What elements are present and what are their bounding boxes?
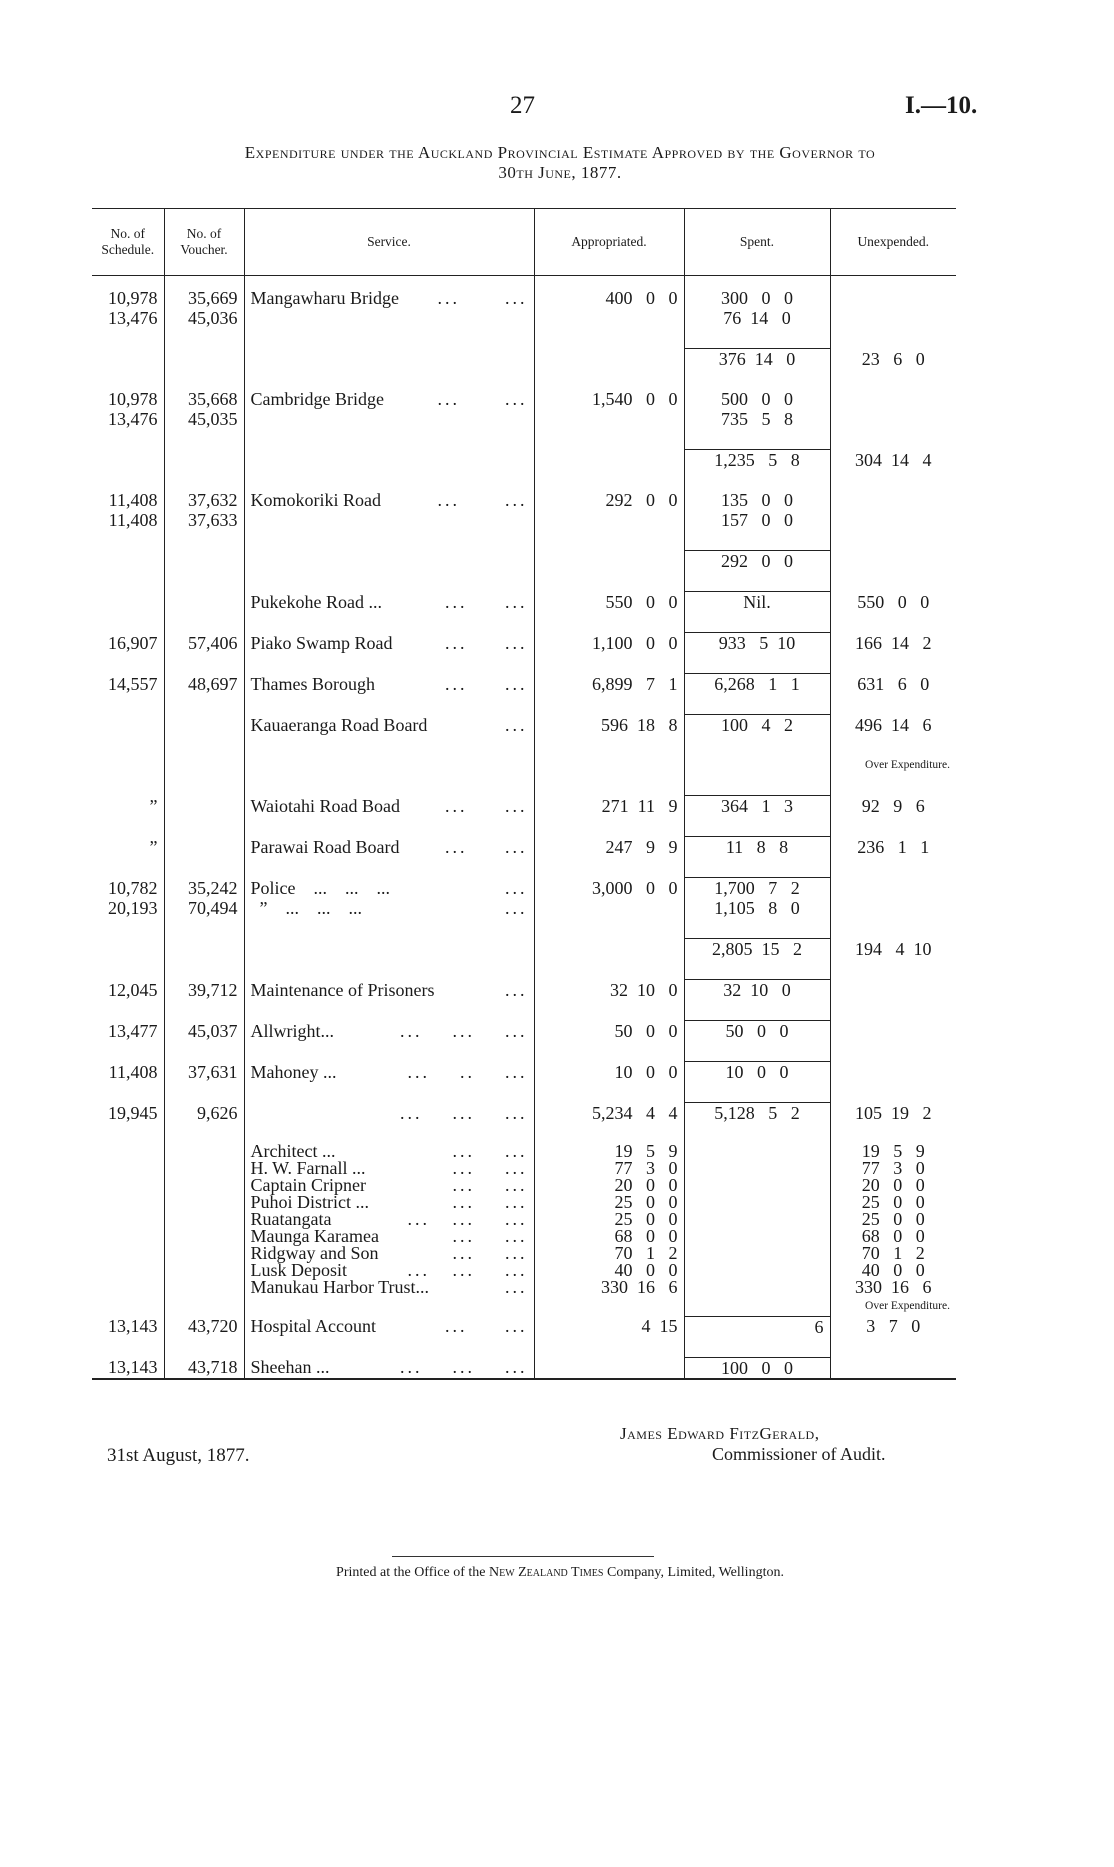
unexpended-amount: 166 14 2 <box>830 633 956 654</box>
schedule-number <box>92 1160 164 1177</box>
schedule-number <box>92 551 164 572</box>
spent-amount: 376 14 0 <box>684 349 830 370</box>
schedule-number: 11,408 <box>108 1061 158 1082</box>
table-row <box>92 837 956 858</box>
unexpended-amount: 194 4 10 <box>830 939 956 960</box>
spent-amount: 500 0 0 735 5 8 <box>684 389 830 429</box>
service-cell <box>244 1279 534 1296</box>
unexpended-amount: 70 1 2 <box>830 1245 956 1262</box>
unexpended-amount: 25 0 0 <box>830 1194 956 1211</box>
table-row <box>92 1316 956 1337</box>
leader-dots: ... ... <box>445 795 528 816</box>
appropriated-amount: 25 0 0 <box>534 1194 684 1211</box>
appropriated-amount <box>534 551 684 572</box>
printer-imprint <box>60 1565 1060 1581</box>
table-row <box>92 1062 956 1083</box>
schedule-number: ” <box>149 836 158 857</box>
spent-amount: 364 1 3 <box>684 796 830 817</box>
service-label: Manukau Harbor Trust... <box>250 1277 429 1297</box>
table-title-line-1: Expenditure under the Auckland Provincial Estimate Approved by the Governor to <box>244 143 876 162</box>
unexpended-amount <box>830 878 956 919</box>
unexpended-amount: 3 7 0 <box>830 1316 956 1337</box>
schedule-number: 19,945 <box>108 1102 158 1123</box>
schedule-number <box>92 715 164 736</box>
table-row <box>92 674 956 695</box>
leader-dots: ... ... <box>437 389 528 409</box>
spent-amount: 300 0 0 76 14 0 <box>684 276 830 329</box>
leader-dots: ... ... ... <box>400 1357 528 1377</box>
leader-dots: ... ... ... <box>407 1260 528 1280</box>
note-row <box>92 1296 956 1316</box>
schedule-number <box>92 939 164 960</box>
unexpended-amount: 19 5 9 <box>830 1143 956 1160</box>
voucher-number <box>164 715 244 736</box>
unexpended-amount: 550 0 0 <box>830 592 956 613</box>
leader-dots: ... .. ... <box>407 1061 528 1082</box>
schedule-number: 12,045 <box>108 979 158 1000</box>
printer-text-pre: Printed at the Office of the <box>336 1565 489 1580</box>
voucher-number: 35,242 70,494 <box>164 878 244 919</box>
service-label: Puhoi District ... <box>250 1192 370 1212</box>
appropriated-amount: 32 10 0 <box>534 980 684 1001</box>
voucher-number <box>164 1194 244 1211</box>
over-expenditure-note: Over Expenditure. <box>830 1296 956 1316</box>
spent-amount <box>684 1177 830 1194</box>
table-body <box>92 276 956 1379</box>
service-label: Ridgway and Son <box>250 1243 379 1263</box>
unexpended-amount <box>830 980 956 1001</box>
service-label: Mahoney ... <box>250 1061 337 1082</box>
leader-dots: ... <box>505 1277 528 1297</box>
service-label: Architect ... <box>250 1141 336 1161</box>
leader-dots: ... ... <box>445 836 528 857</box>
spent-amount <box>684 1262 830 1279</box>
schedule-number: 11,408 11,408 <box>108 490 158 530</box>
spent-amount: 292 0 0 <box>684 551 830 572</box>
spent-amount <box>684 755 830 775</box>
schedule-number <box>92 1228 164 1245</box>
appropriated-amount <box>534 450 684 471</box>
appropriated-amount <box>534 349 684 370</box>
service-label: Allwright... <box>250 1020 334 1041</box>
unexpended-amount: 20 0 0 <box>830 1177 956 1194</box>
unexpended-amount <box>830 276 956 329</box>
signatory-name: James Edward FitzGerald, <box>620 1424 820 1443</box>
header-appropriated: Appropriated. <box>534 209 684 276</box>
schedule-number <box>92 755 164 775</box>
appropriated-amount: 1,540 0 0 <box>534 389 684 429</box>
appropriated-amount: 247 9 9 <box>534 837 684 858</box>
appropriated-amount: 400 0 0 <box>534 276 684 329</box>
unexpended-amount: 77 3 0 <box>830 1160 956 1177</box>
row-spacer <box>92 1041 956 1062</box>
spent-amount: 100 0 0 <box>684 1357 830 1379</box>
row-spacer <box>92 735 956 755</box>
appropriated-amount: 550 0 0 <box>534 592 684 613</box>
table-row <box>92 551 956 572</box>
leader-dots: ... ... <box>452 1175 528 1195</box>
service-cell <box>244 1103 534 1124</box>
sub-item-row <box>92 1279 956 1296</box>
appropriated-amount: 10 0 0 <box>534 1062 684 1083</box>
unexpended-amount: 105 19 2 <box>830 1103 956 1124</box>
schedule-number <box>92 1262 164 1279</box>
schedule-number: 16,907 <box>108 632 158 653</box>
service-label: Maunga Karamea <box>250 1226 379 1246</box>
row-spacer <box>92 816 956 837</box>
appropriated-amount: 330 16 6 <box>534 1279 684 1296</box>
spent-amount <box>684 1160 830 1177</box>
service-label: Parawai Road Board <box>250 836 400 857</box>
table-header-row <box>92 209 956 276</box>
schedule-number <box>92 349 164 370</box>
appropriated-amount: 25 0 0 <box>534 1211 684 1228</box>
appropriated-amount: 50 0 0 <box>534 1021 684 1042</box>
leader-dots: ... ... ... <box>407 1209 528 1229</box>
voucher-number <box>164 939 244 960</box>
service-cell <box>244 796 534 817</box>
row-spacer <box>92 775 956 796</box>
unexpended-amount <box>830 1357 956 1379</box>
unexpended-amount: 25 0 0 <box>830 1211 956 1228</box>
leader-dots: ... ... <box>452 1226 528 1246</box>
voucher-number: 43,720 <box>164 1316 244 1337</box>
voucher-number: 37,632 37,633 <box>164 490 244 530</box>
voucher-number: 48,697 <box>164 674 244 695</box>
service-cell <box>244 1316 534 1337</box>
appropriated-amount: 4 15 <box>534 1316 684 1337</box>
row-spacer <box>92 959 956 980</box>
service-cell <box>244 1296 534 1316</box>
appropriated-amount <box>534 755 684 775</box>
appropriated-amount: 271 11 9 <box>534 796 684 817</box>
row-spacer <box>92 1000 956 1021</box>
voucher-number <box>164 1245 244 1262</box>
appropriated-amount: 70 1 2 <box>534 1245 684 1262</box>
voucher-number: 45,037 <box>164 1021 244 1042</box>
table-row <box>92 796 956 817</box>
service-cell <box>244 980 534 1001</box>
voucher-number: 39,712 <box>164 980 244 1001</box>
schedule-number <box>92 1296 164 1316</box>
service-label: Lusk Deposit <box>250 1260 347 1280</box>
leader-dots: ... ... ... <box>400 1020 528 1041</box>
service-label: Kauaeranga Road Board <box>250 714 428 735</box>
leader-dots: ... ... <box>437 288 528 308</box>
schedule-number: 14,557 <box>108 673 158 694</box>
service-label: Sheehan ... <box>250 1357 330 1377</box>
appropriated-amount: 20 0 0 <box>534 1177 684 1194</box>
table-row <box>92 633 956 654</box>
row-spacer <box>92 328 956 349</box>
service-label: Thames Borough <box>250 673 375 694</box>
schedule-number <box>92 1245 164 1262</box>
leader-dots: ... ... <box>452 1158 528 1178</box>
table-row <box>92 349 956 370</box>
spent-amount: Nil. <box>684 592 830 613</box>
schedule-number <box>92 1177 164 1194</box>
row-spacer <box>92 429 956 450</box>
service-label: Hospital Account <box>250 1316 376 1336</box>
spent-amount: 11 8 8 <box>684 837 830 858</box>
appropriated-amount <box>534 939 684 960</box>
voucher-number <box>164 796 244 817</box>
spent-amount <box>684 1245 830 1262</box>
service-cell <box>244 755 534 775</box>
spent-amount: 1,235 5 8 <box>684 450 830 471</box>
service-label: Piako Swamp Road <box>250 632 393 653</box>
service-cell <box>244 389 534 429</box>
voucher-number <box>164 1228 244 1245</box>
table-row <box>92 276 956 329</box>
voucher-number <box>164 1279 244 1296</box>
voucher-number <box>164 349 244 370</box>
schedule-number: 10,978 13,476 <box>108 288 158 328</box>
row-spacer <box>92 369 956 389</box>
service-label: Ruatangata <box>250 1209 332 1229</box>
spent-amount: 6,268 1 1 <box>684 674 830 695</box>
service-cell <box>244 276 534 329</box>
table-row <box>92 592 956 613</box>
service-cell <box>244 674 534 695</box>
schedule-number <box>92 1194 164 1211</box>
service-cell <box>244 450 534 471</box>
spent-amount: 100 4 2 <box>684 715 830 736</box>
unexpended-amount <box>830 1021 956 1042</box>
appropriated-amount: 596 18 8 <box>534 715 684 736</box>
table-title-line-2: 30th June, 1877. <box>498 163 622 182</box>
spent-amount: 6 <box>684 1316 830 1337</box>
voucher-number <box>164 1177 244 1194</box>
appropriated-amount: 5,234 4 4 <box>534 1103 684 1124</box>
unexpended-amount: 236 1 1 <box>830 837 956 858</box>
printer-name: New Zealand Times <box>488 1565 604 1580</box>
schedule-number <box>92 1211 164 1228</box>
service-cell <box>244 349 534 370</box>
table-row <box>92 715 956 736</box>
voucher-number: 9,626 <box>164 1103 244 1124</box>
voucher-number: 43,718 <box>164 1357 244 1379</box>
signatory-title: Commissioner of Audit. <box>712 1444 886 1464</box>
leader-dots: ... ... <box>445 673 528 694</box>
table-row <box>92 1357 956 1379</box>
row-spacer <box>92 694 956 715</box>
appropriated-amount: 3,000 0 0 <box>534 878 684 919</box>
spent-amount <box>684 1143 830 1160</box>
table-row <box>92 980 956 1001</box>
service-label: Waiotahi Road Boad <box>250 795 401 816</box>
service-cell <box>244 1357 534 1379</box>
appropriated-amount: 68 0 0 <box>534 1228 684 1245</box>
service-cell <box>244 939 534 960</box>
spent-amount: 10 0 0 <box>684 1062 830 1083</box>
table-row <box>92 389 956 429</box>
row-spacer <box>92 1082 956 1103</box>
spent-amount <box>684 1228 830 1245</box>
spent-amount: 2,805 15 2 <box>684 939 830 960</box>
spent-amount: 5,128 5 2 <box>684 1103 830 1124</box>
service-cell <box>244 551 534 572</box>
voucher-number <box>164 1262 244 1279</box>
unexpended-amount: 330 16 6 <box>830 1279 956 1296</box>
schedule-number: 10,782 20,193 <box>108 877 158 918</box>
row-spacer <box>92 470 956 490</box>
spent-amount: 32 10 0 <box>684 980 830 1001</box>
leader-dots: ... <box>505 714 528 735</box>
service-cell <box>244 1021 534 1042</box>
spent-amount <box>684 1296 830 1316</box>
voucher-number: 37,631 <box>164 1062 244 1083</box>
voucher-number <box>164 1143 244 1160</box>
table-row <box>92 1021 956 1042</box>
unexpended-amount: 496 14 6 <box>830 715 956 736</box>
table-row <box>92 490 956 530</box>
printer-text-post: Company, Limited, Wellington. <box>603 1565 784 1580</box>
schedule-number <box>92 1143 164 1160</box>
row-spacer <box>92 653 956 674</box>
unexpended-amount <box>830 389 956 429</box>
leader-dots: ... ... <box>452 1141 528 1161</box>
schedule-number <box>92 1279 164 1296</box>
schedule-number: ” <box>149 795 158 816</box>
voucher-number <box>164 1160 244 1177</box>
service-label: Maintenance of Prisoners <box>250 979 435 1000</box>
appropriated-amount: 6,899 7 1 <box>534 674 684 695</box>
service-cell <box>244 837 534 858</box>
voucher-number <box>164 1211 244 1228</box>
schedule-number: 13,143 <box>92 1357 164 1379</box>
expenditure-table <box>92 208 956 1380</box>
unexpended-amount: 68 0 0 <box>830 1228 956 1245</box>
voucher-number: 35,669 45,036 <box>164 276 244 329</box>
service-label: Mangawharu Bridge <box>250 288 399 308</box>
row-spacer <box>92 530 956 551</box>
spent-amount: 1,700 7 2 1,105 8 0 <box>684 878 830 919</box>
appropriated-amount <box>534 1296 684 1316</box>
voucher-number <box>164 837 244 858</box>
unexpended-amount: 304 14 4 <box>830 450 956 471</box>
row-spacer <box>92 1337 956 1358</box>
leader-dots: ... ... <box>452 1192 528 1212</box>
spent-amount: 50 0 0 <box>684 1021 830 1042</box>
service-label: Pukekohe Road ... <box>250 591 382 612</box>
row-spacer <box>92 612 956 633</box>
table-row <box>92 939 956 960</box>
appropriated-amount: 1,100 0 0 <box>534 633 684 654</box>
appropriated-amount: 40 0 0 <box>534 1262 684 1279</box>
unexpended-amount: 40 0 0 <box>830 1262 956 1279</box>
header-schedule: No. of Schedule. <box>92 209 164 276</box>
table-row <box>92 755 956 775</box>
service-cell <box>244 490 534 530</box>
voucher-number <box>164 755 244 775</box>
service-label: Captain Cripner <box>250 1175 366 1195</box>
page-number: 27 <box>510 92 535 119</box>
leader-dots: ... ... <box>437 490 528 510</box>
printer-divider <box>392 1556 654 1557</box>
unexpended-amount: 631 6 0 <box>830 674 956 695</box>
report-date: 31st August, 1877. <box>107 1445 250 1466</box>
header-spent: Spent. <box>684 209 830 276</box>
schedule-number <box>92 450 164 471</box>
appropriated-amount: 19 5 9 <box>534 1143 684 1160</box>
unexpended-amount <box>830 551 956 572</box>
schedule-number: 13,143 <box>108 1316 158 1336</box>
unexpended-amount: 92 9 6 <box>830 796 956 817</box>
service-cell <box>244 715 534 736</box>
appropriated-amount: 292 0 0 <box>534 490 684 530</box>
leader-dots: ... <box>505 979 528 1000</box>
row-spacer <box>92 1123 956 1143</box>
service-label: Komokoriki Road <box>250 490 381 510</box>
voucher-number <box>164 1296 244 1316</box>
voucher-number: 57,406 <box>164 633 244 654</box>
document-reference: I.—10. <box>905 92 978 119</box>
voucher-number <box>164 592 244 613</box>
unexpended-amount: Over Expenditure. <box>830 755 956 775</box>
leader-dots: ... ... <box>505 877 528 918</box>
spent-amount <box>684 1211 830 1228</box>
unexpended-amount: 23 6 0 <box>830 349 956 370</box>
spent-amount <box>684 1279 830 1296</box>
unexpended-amount <box>830 490 956 530</box>
table-row <box>92 1103 956 1124</box>
service-label: H. W. Farnall ... <box>250 1158 366 1178</box>
row-spacer <box>92 918 956 939</box>
row-spacer <box>92 571 956 592</box>
service-cell <box>244 878 534 919</box>
schedule-number: 13,477 <box>108 1020 158 1041</box>
voucher-number <box>164 450 244 471</box>
schedule-number: 10,978 13,476 <box>108 389 158 429</box>
voucher-number: 35,668 45,035 <box>164 389 244 429</box>
header-service: Service. <box>244 209 534 276</box>
appropriated-amount: 77 3 0 <box>534 1160 684 1177</box>
leader-dots: ... ... <box>445 1316 528 1336</box>
service-label: Police ... ... ... ” ... ... ... <box>250 877 390 918</box>
appropriated-amount <box>534 1357 684 1379</box>
schedule-number <box>92 592 164 613</box>
spent-amount: 933 5 10 <box>684 633 830 654</box>
table-row <box>92 450 956 471</box>
spent-amount: 135 0 0 157 0 0 <box>684 490 830 530</box>
header-voucher: No. of Voucher. <box>164 209 244 276</box>
voucher-number <box>164 551 244 572</box>
table-row <box>92 878 956 919</box>
leader-dots: ... ... ... <box>400 1102 528 1123</box>
leader-dots: ... ... <box>445 632 528 653</box>
spent-amount <box>684 1194 830 1211</box>
service-cell <box>244 633 534 654</box>
row-spacer <box>92 857 956 878</box>
service-cell <box>244 1062 534 1083</box>
service-label: Cambridge Bridge <box>250 389 384 409</box>
leader-dots: ... ... <box>452 1243 528 1263</box>
service-cell <box>244 592 534 613</box>
leader-dots: ... ... <box>445 591 528 612</box>
header-unexpended: Unexpended. <box>830 209 956 276</box>
unexpended-amount <box>830 1062 956 1083</box>
